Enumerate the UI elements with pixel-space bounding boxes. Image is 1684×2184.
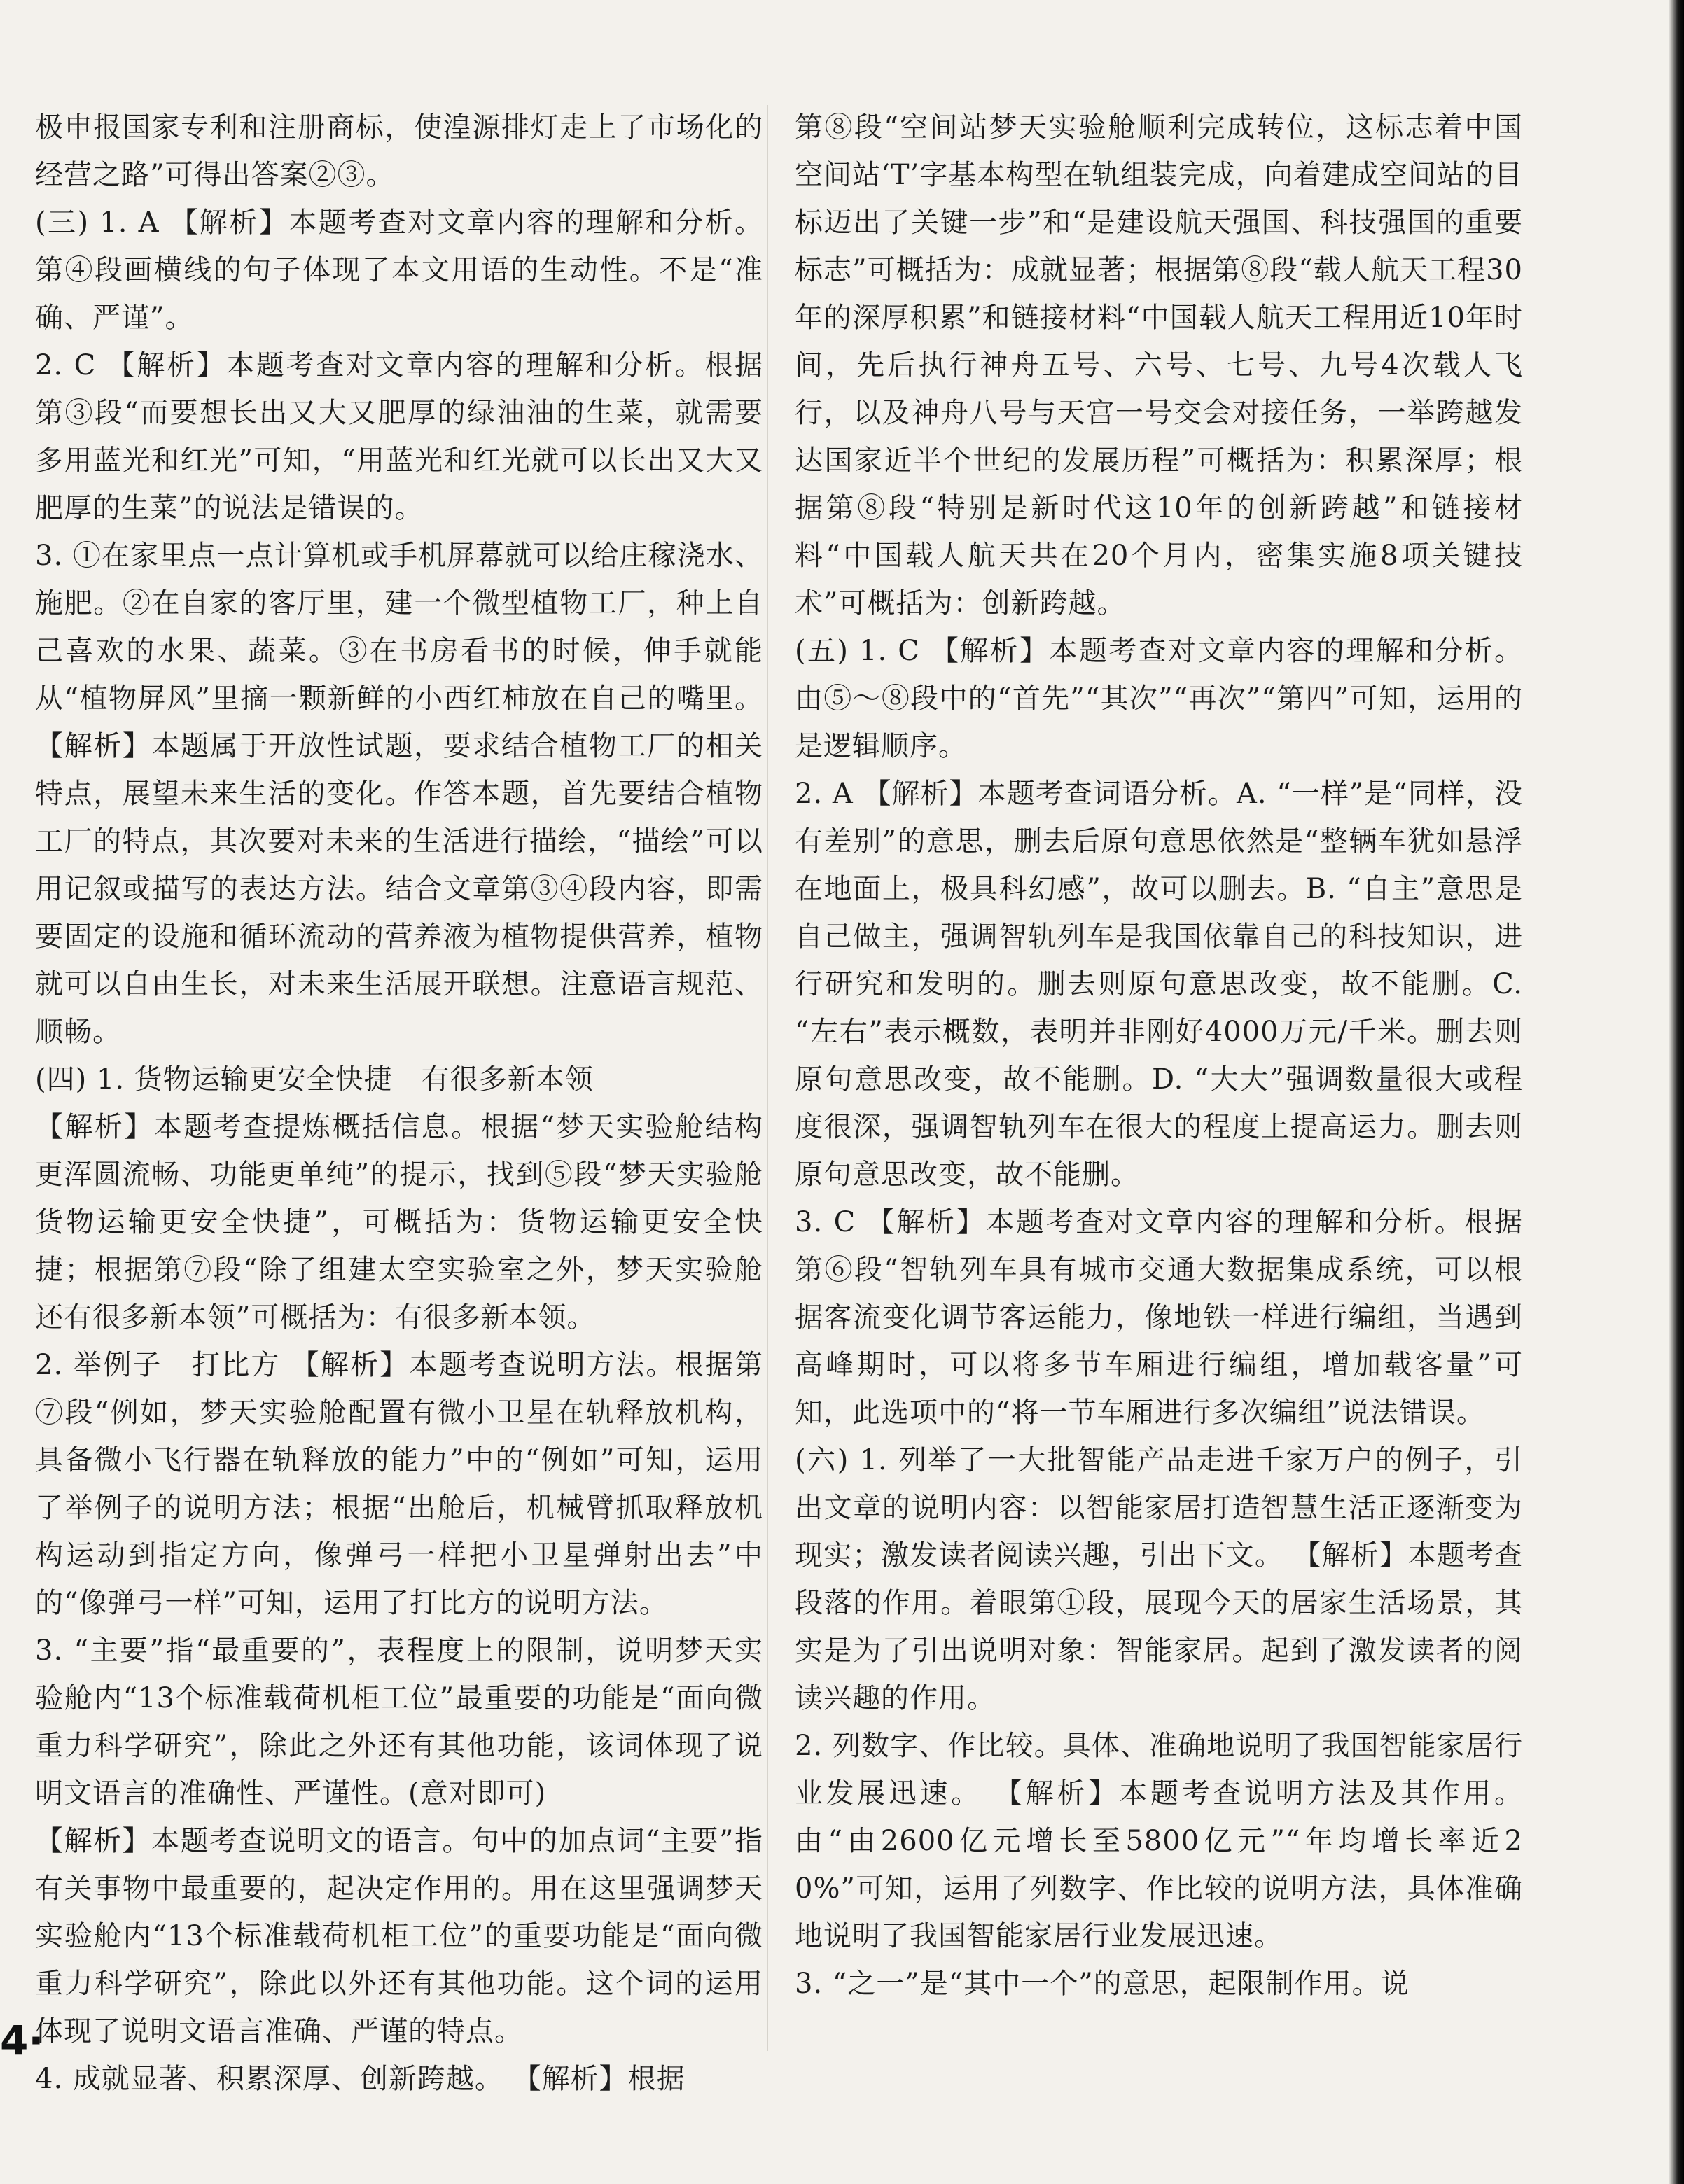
paragraph: 第⑧段“空间站梦天实验舱顺利完成转位，这标志着中国空间站‘T’字基本构型在轨组装完成，向着建成空间站的目标迈出了关键一步”和“是建设航天强国、科技强国的重要标志”可概括为：成就显著；根据第⑧段“载人航天工程30年的深厚积累”和链接材料“中国载人航天工程用近10年时间，先后执行神舟五号、六号、七号、九号4次载人飞行，以及神舟八号与天宫一号交会对接任务，一举跨越发达国家近半个世纪的发展历程”可概括为：积累深厚；根据第⑧段“特别是新时代这10年的创新跨越”和链接材料“中国载人航天共在20个月内，密集实施8项关键技术”可概括为：创新跨越。 bbox=[795, 111, 1523, 620]
paragraph: 2. 举例子 打比方 【解析】本题考查说明方法。根据第⑦段“例如，梦天实验舱配置有微小卫星在轨释放机构，具备微小飞行器在轨释放的能力”中的“例如”可知，运用了举例子的说明方法；根据“出舱后，机械臂抓取释放机构运动到指定方向，像弹弓一样把小卫星弹射出去”中的“像弹弓一样”可知，运用了打比方的说明方法。 bbox=[35, 1349, 763, 1619]
paragraph: (四) 1. 货物运输更安全快捷 有很多新本领 bbox=[35, 1063, 594, 1096]
paragraph: 2. 列数字、作比较。具体、准确地说明了我国智能家居行业发展迅速。 【解析】本题考查说明方法及其作用。由“由2600亿元增长至5800亿元”“年均增长率近20%”可知，运用了列数字、作比较的说明方法，具体准确地说明了我国智能家居行业发展迅速。 bbox=[795, 1730, 1523, 1952]
page-edge bbox=[1669, 0, 1684, 2184]
paragraph: (三) 1. A 【解析】本题考查对文章内容的理解和分析。第④段画横线的句子体现了本文用语的生动性。不是“准确、严谨”。 bbox=[35, 206, 763, 334]
paragraph: 3. C 【解析】本题考查对文章内容的理解和分析。根据第⑥段“智轨列车具有城市交通大数据集成系统，可以根据客流变化调节客运能力，像地铁一样进行编组，当遇到高峰期时，可以将多节车厢进行编组，增加载客量”可知，此选项中的“将一节车厢进行多次编组”说法错误。 bbox=[795, 1206, 1523, 1429]
paragraph: (五) 1. C 【解析】本题考查对文章内容的理解和分析。由⑤～⑧段中的“首先”“其次”“再次”“第四”可知，运用的是逻辑顺序。 bbox=[795, 635, 1523, 762]
paragraph: 2. A 【解析】本题考查词语分析。A. “一样”是“同样，没有差别”的意思，删去后原句意思依然是“整辆车犹如悬浮在地面上，极具科幻感”，故可以删去。B. “自主”意思是自己做主，强调智轨列车是我国依靠自己的科技知识，进行研究和发明的。删去则原句意思改变，故不能删。C. “左右”表示概数，表明并非刚好4000万元/千米。删去则原句意思改变，故不能删。D. “大大”强调数量很大或程度很深，强调智轨列车在很大的程度上提高运力。删去则原句意思改变，故不能删。 bbox=[795, 778, 1523, 1191]
page-number: 4· bbox=[0, 2017, 44, 2064]
paragraph: 【解析】本题考查提炼概括信息。根据“梦天实验舱结构更浑圆流畅、功能更单纯”的提示，找到⑤段“梦天实验舱货物运输更安全快捷”，可概括为：货物运输更安全快捷；根据第⑦段“除了组建太空实验室之外，梦天实验舱还有很多新本领”可概括为：有很多新本领。 bbox=[35, 1111, 763, 1334]
paragraph: 4. 成就显著、积累深厚、创新跨越。 【解析】根据 bbox=[35, 2063, 686, 2095]
paragraph: 【解析】本题考查说明文的语言。句中的加点词“主要”指有关事物中最重要的，起决定作用的。用在这里强调梦天实验舱内“13个标准载荷机柜工位”的重要功能是“面向微重力科学研究”，除此以外还有其他功能。这个词的运用体现了说明文语言准确、严谨的特点。 bbox=[35, 1825, 763, 2047]
right-column bbox=[795, 104, 1523, 2008]
paragraph: 3. ①在家里点一点计算机或手机屏幕就可以给庄稼浇水、施肥。②在自家的客厅里，建一个微型植物工厂，种上自己喜欢的水果、蔬菜。③在书房看书的时候，伸手就能从“植物屏风”里摘一颗新鲜的小西红柿放在自己的嘴里。 【解析】本题属于开放性试题，要求结合植物工厂的相关特点，展望未来生活的变化。作答本题，首先要结合植物工厂的特点，其次要对未来的生活进行描绘，“描绘”可以用记叙或描写的表达方法。结合文章第③④段内容，即需要固定的设施和循环流动的营养液为植物提供营养，植物就可以自由生长，对未来生活展开联想。注意语言规范、顺畅。 bbox=[35, 540, 763, 1048]
paragraph: (六) 1. 列举了一大批智能产品走进千家万户的例子，引出文章的说明内容：以智能家居打造智慧生活正逐渐变为现实；激发读者阅读兴趣，引出下文。 【解析】本题考查段落的作用。着眼第①段，展现今天的居家生活场景，其实是为了引出说明对象：智能家居。起到了激发读者的阅读兴趣的作用。 bbox=[795, 1444, 1523, 1714]
paragraph: 极申报国家专利和注册商标，使湟源排灯走上了市场化的经营之路”可得出答案②③。 bbox=[35, 111, 763, 191]
paragraph: 3. “之一”是“其中一个”的意思，起限制作用。说 bbox=[795, 1968, 1410, 2000]
paragraph: 3. “主要”指“最重要的”，表程度上的限制，说明梦天实验舱内“13个标准载荷机柜工位”最重要的功能是“面向微重力科学研究”，除此之外还有其他功能，该词体现了说明文语言的准确性、严谨性。(意对即可) bbox=[35, 1634, 763, 1809]
left-column bbox=[35, 104, 763, 2103]
column-divider bbox=[767, 105, 768, 2051]
paragraph: 2. C 【解析】本题考查对文章内容的理解和分析。根据第③段“而要想长出又大又肥厚的绿油油的生菜，就需要多用蓝光和红光”可知，“用蓝光和红光就可以长出又大又肥厚的生菜”的说法是错误的。 bbox=[35, 349, 763, 524]
